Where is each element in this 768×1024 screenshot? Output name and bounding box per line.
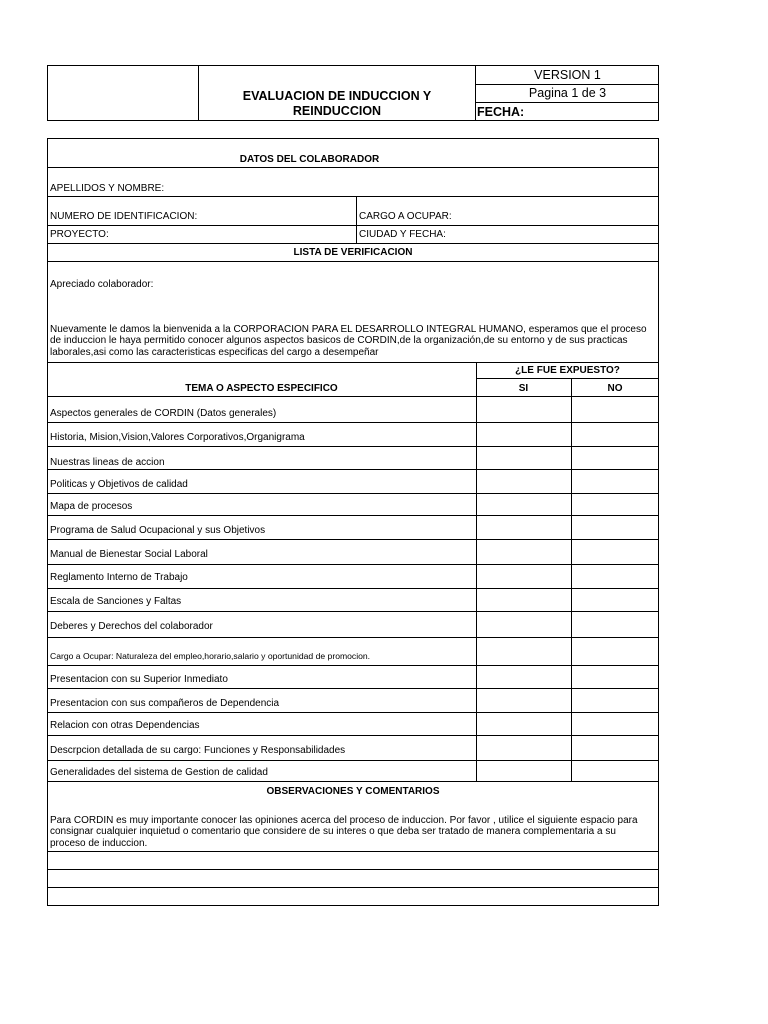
page-number: Pagina 1 de 3 (528, 86, 607, 100)
row-line (47, 422, 659, 423)
checklist-item: Generalidades del sistema de Gestion de calidad (50, 767, 268, 778)
row-line (47, 362, 659, 363)
row-line (47, 225, 659, 226)
row-line (47, 196, 659, 197)
row-line (47, 781, 659, 782)
row-line (47, 637, 659, 638)
document-title: EVALUACION DE INDUCCION Y REINDUCCION (199, 65, 476, 121)
row-line (47, 446, 659, 447)
row-line (476, 378, 659, 379)
checklist-item: Cargo a Ocupar: Naturaleza del empleo,horario,salario y oportunidad de promocion. (50, 651, 371, 661)
city-date-field[interactable]: CIUDAD Y FECHA: (359, 229, 446, 240)
row-line (47, 611, 659, 612)
checklist-item: Manual de Bienestar Social Laboral (50, 549, 208, 560)
no-header: NO (607, 383, 623, 394)
row-line (47, 469, 659, 470)
checklist-item: Escala de Sanciones y Faltas (50, 596, 182, 607)
col-line (571, 378, 572, 781)
date-field[interactable]: FECHA: (477, 104, 525, 119)
checklist-item: Politicas y Objetivos de calidad (50, 479, 188, 490)
exposed-header: ¿LE FUE EXPUESTO? (515, 365, 620, 376)
comment-line-1[interactable] (47, 851, 659, 869)
logo-area (47, 65, 199, 121)
row-line (47, 712, 659, 713)
name-field[interactable]: APELLIDOS Y NOMBRE: (50, 183, 165, 194)
checklist-item: Deberes y Derechos del colaborador (50, 621, 213, 632)
col-line (356, 196, 357, 243)
row-line (47, 688, 659, 689)
checklist-item: Relacion con otras Dependencias (50, 720, 200, 731)
checklist-item: Descrpcion detallada de su cargo: Funciones y Responsabilidades (50, 745, 346, 756)
row-line (47, 735, 659, 736)
comments-section-title: OBSERVACIONES Y COMENTARIOS (266, 786, 440, 797)
row-line (47, 243, 659, 244)
project-field[interactable]: PROYECTO: (50, 229, 109, 240)
row-line (47, 539, 659, 540)
row-line (47, 760, 659, 761)
row-line (47, 167, 659, 168)
comment-line-3[interactable] (47, 887, 659, 905)
row-line (47, 396, 659, 397)
row-line (47, 665, 659, 666)
greeting-text: Apreciado colaborador: (50, 279, 154, 290)
checklist-item: Presentacion con su Superior Inmediato (50, 674, 228, 685)
checklist-item: Aspectos generales de CORDIN (Datos generales) (50, 408, 277, 419)
checklist-item: Programa de Salud Ocupacional y sus Objetivos (50, 525, 266, 536)
id-field[interactable]: NUMERO DE IDENTIFICACION: (50, 211, 198, 222)
version-label: VERSION 1 (534, 67, 601, 82)
checklist-item: Reglamento Interno de Trabajo (50, 572, 188, 583)
checklist-item: Nuestras lineas de accion (50, 457, 165, 468)
checklist-section-title: LISTA DE VERIFICACION (293, 247, 413, 258)
checklist-item: Historia, Mision,Vision,Valores Corporativos,Organigrama (50, 432, 305, 443)
row-line (47, 564, 659, 565)
comment-line-2[interactable] (47, 869, 659, 887)
row-line (47, 588, 659, 589)
col-line (476, 362, 477, 781)
position-field[interactable]: CARGO A OCUPAR: (359, 211, 452, 222)
collaborator-section-title: DATOS DEL COLABORADOR (239, 154, 380, 165)
topic-header: TEMA O ASPECTO ESPECIFICO (185, 383, 338, 394)
row-line (47, 515, 659, 516)
intro-paragraph: Nuevamente le damos la bienvenida a la CORPORACION PARA EL DESARROLLO INTEGRAL HUMANO, esperamos que el proceso de induccion le haya permitido conocer algunos aspectos basicos de CORDIN,de la organización,de su entorno y de sus practicas laborales,asi como las caracteristicas especificas del cargo a desempeñar (50, 324, 647, 358)
row-line (47, 261, 659, 262)
row-line (47, 493, 659, 494)
checklist-item: Presentacion con sus compañeros de Dependencia (50, 698, 280, 709)
checklist-item: Mapa de procesos (50, 501, 133, 512)
comments-instructions: Para CORDIN es muy importante conocer las opiniones acerca del proceso de induccion. Por favor , utilice el siguiente espacio para consignar cualquier inquietud o comentario que considere de su interes o que deba ser tratado de manera complementaria a su proceso de induccion. (50, 815, 638, 849)
yes-header: SI (518, 383, 529, 394)
